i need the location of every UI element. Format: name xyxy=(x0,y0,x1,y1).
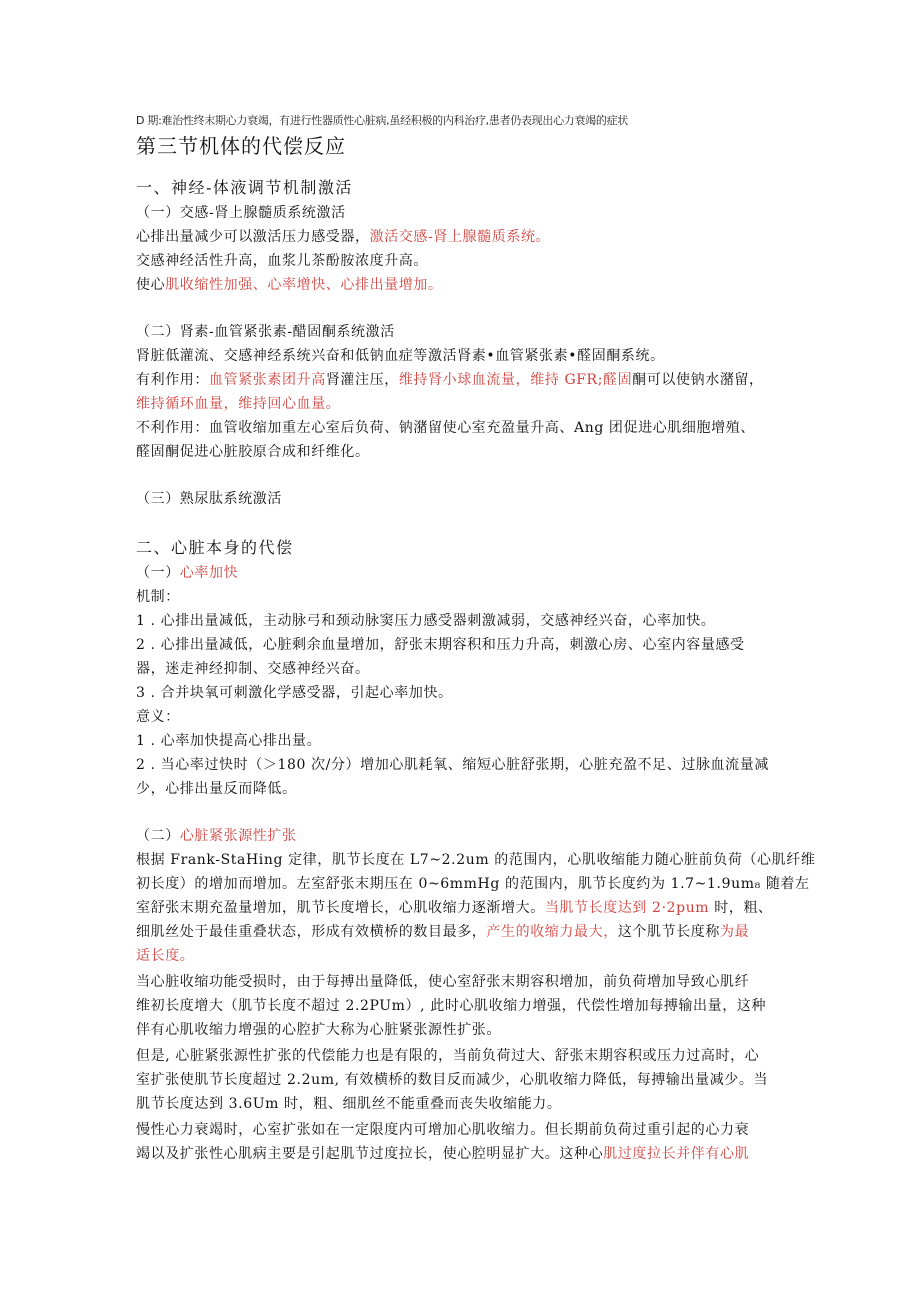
highlight-line: 适长度。 xyxy=(136,948,195,964)
mechanism-label: 机制： xyxy=(136,589,180,605)
paragraph-line: 当心脏收缩功能受损时，由于每搏出量降低，使心室舒张末期容积增加，前负荷增加导致心肌纤 xyxy=(136,974,750,990)
highlight-text: 肌收缩性加强、心率增快、心排出量增加。 xyxy=(165,277,443,293)
paragraph-line: 心排出量减少可以激活压力感受器，激活交感-肾上腺髓质系统。 xyxy=(136,229,551,245)
paragraph-line: 室扩张使肌节长度超过 2.2um, 有效横桥的数目反而减少，心肌收缩力降低，每搏输出量减少。当 xyxy=(136,1072,769,1088)
highlight-text: 维持肾小球血流量，维持 GFR;醛固 xyxy=(398,372,633,388)
highlight-text: 为最 xyxy=(720,924,750,940)
list-item-continued: 少，心排出量反而降低。 xyxy=(136,781,297,797)
section-heading-2: 二、心脏本身的代偿 xyxy=(136,538,294,557)
paragraph-line: 竭以及扩张性心肌病主要是引起肌节过度拉长，使心腔明显扩大。这种心肌过度拉长并伴有心肌 xyxy=(136,1146,750,1162)
highlight-text: 产生的收缩力最大， xyxy=(486,924,618,940)
paragraph-line: 细肌丝处于最佳重叠状态，形成有效横桥的数目最多，产生的收缩力最大，这个肌节长度称为最 xyxy=(136,924,750,940)
section-heading-1: 一、神经-体液调节机制激活 xyxy=(136,178,353,197)
paragraph-line: 室舒张末期充盈量增加，肌节长度增长，心肌收缩力逐渐增大。当肌节长度达到 2·2pum 时，粗、 xyxy=(136,900,773,916)
list-item: 3 . 合并块氧可刺激化学感受器，引起心率加快。 xyxy=(136,685,453,701)
paragraph-line: 但是, 心脏紧张源性扩张的代偿能力也是有限的，当前负荷过大、舒张末期容积或压力过高时，心 xyxy=(136,1048,760,1064)
subsection-heading-2-2: （二）心脏紧张源性扩张 xyxy=(136,828,297,844)
paragraph-line: 肌节长度达到 3.6Um 时，粗、细肌丝不能重叠而丧失收缩能力。 xyxy=(136,1096,562,1112)
paragraph-line: 不利作用：血管收缩加重左心室后负荷、钠潴留使心室充盈量升高、Ang 团促进心肌细胞增殖、 xyxy=(136,420,755,436)
significance-label: 意义： xyxy=(136,709,180,725)
paragraph-line: 伴有心肌收缩力增强的心腔扩大称为心脏紧张源性扩张。 xyxy=(136,1022,501,1038)
subsection-heading-1-2: （二）肾素-血管紧张素-醋固酮系统激活 xyxy=(136,324,395,340)
paragraph-line: 肾脏低灌流、交感神经系统兴奋和低钠血症等激活肾素•血管紧张素•醛固酮系统。 xyxy=(136,348,665,364)
highlight-line: 维持循环血量，维持回心血量。 xyxy=(136,396,341,412)
paragraph-line: 根据 Frank-StaHing 定律，肌节长度在 L7~2.2um 的范围内，心肌收缩能力随心脏前负荷（心肌纤维 xyxy=(136,852,816,868)
highlight-text: 血管紧张素团升高 xyxy=(209,372,326,388)
subsection-heading-1-1: （一）交感-肾上腺髓质系统激活 xyxy=(136,205,346,221)
highlight-text: 肌过度拉长并伴有心肌 xyxy=(603,1146,750,1162)
subsection-heading-2-1: （一）心率加快 xyxy=(136,565,239,581)
paragraph-line: 有利作用：血管紧张素团升高肾灌注压，维持肾小球血流量，维持 GFR;醛固酮可以使钠水潴留， xyxy=(136,372,764,388)
page-title: 第三节机体的代偿反应 xyxy=(136,134,346,158)
paragraph-line: 交感神经活性升高，血浆儿茶酚胺浓度升高。 xyxy=(136,253,428,269)
list-item: 2 . 心排出量减低，心脏剩余血量增加，舒张末期容积和压力升高，刺激心房、心室内容量感受 xyxy=(136,637,745,653)
paragraph-line: 维初长度增大（肌节长度不超过 2.2PUm）, 此时心肌收缩力增强，代偿性增加每搏输出量，这种 xyxy=(136,998,767,1014)
paragraph-line: 初长度）的增加而增加。左室舒张末期压在 0~6mmHg 的范围内，肌节长度约为 1.7~1.9um₈ 随着左 xyxy=(136,876,810,892)
paragraph-line: 醛固酮促进心脏胶原合成和纤维化。 xyxy=(136,444,370,460)
stage-d-note: D 期:难治性终末期心力衰竭，有进行性器质性心脏病,虽经积极的内科治疗,患者仍表现出心力衰竭的症状 xyxy=(136,114,628,127)
paragraph-line: 慢性心力衰竭时，心室扩张如在一定限度内可增加心肌收缩力。但长期前负荷过重引起的心力衰 xyxy=(136,1122,750,1138)
list-item: 1 . 心率加快提高心排出量。 xyxy=(136,733,322,749)
highlight-text: 激活交感-肾上腺髓质系统。 xyxy=(369,229,551,245)
list-item: 2 . 当心率过快时（＞180 次/分）增加心肌耗氧、缩短心脏舒张期，心脏充盈不足、过脉血流量减 xyxy=(136,757,769,773)
list-item: 1 . 心排出量减低，主动脉弓和颈动脉窦压力感受器刺激减弱，交感神经兴奋，心率加快。 xyxy=(136,613,716,629)
subsection-heading-1-3: （三）熟尿肽系统激活 xyxy=(136,491,282,507)
list-item-continued: 器，迷走神经抑制、交感神经兴奋。 xyxy=(136,661,370,677)
paragraph-line: 使心肌收缩性加强、心率增快、心排出量增加。 xyxy=(136,277,443,293)
highlight-text: 当肌节长度达到 2·2pum xyxy=(544,900,710,916)
